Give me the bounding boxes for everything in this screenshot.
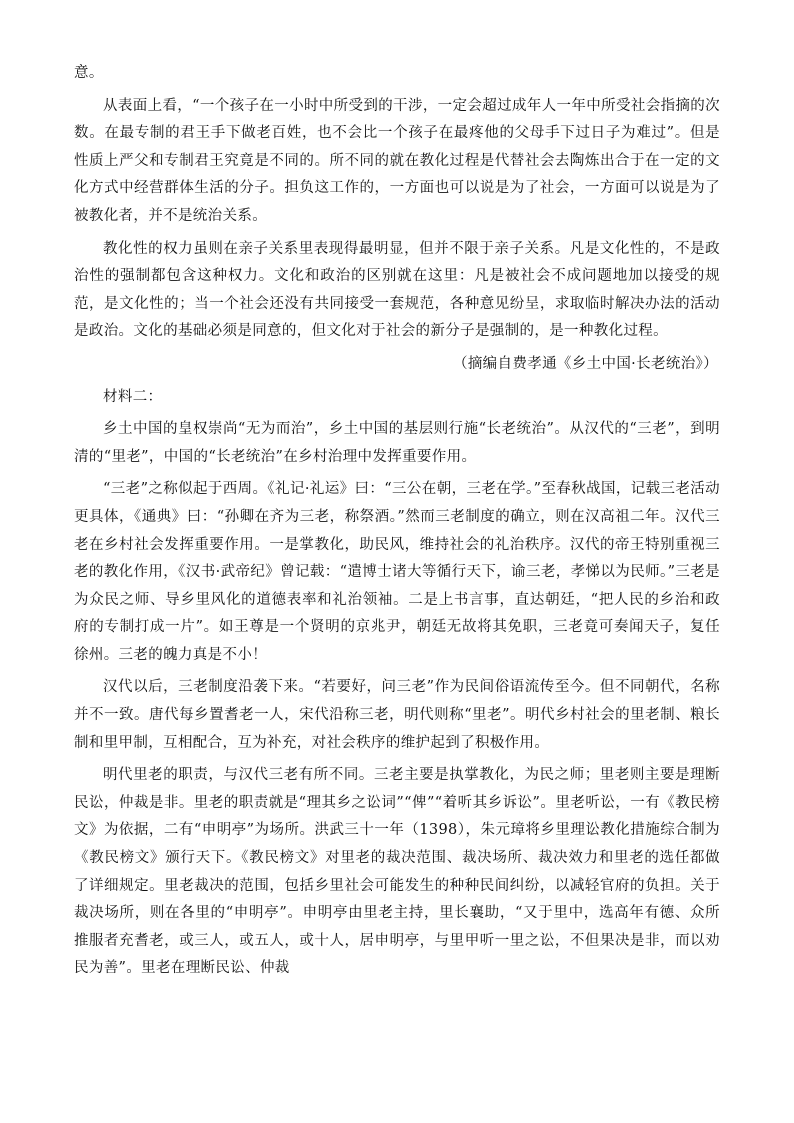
document-body: [74, 60, 720, 988]
paragraph-educational-power: 教化性的权力虽则在亲子关系里表现得最明显，但并不限于亲子关系。凡是文化性的，不是政治性的强制都包含这种权力。文化和政治的区别就在这里：凡是被社会不成问题地加以接受的规范，是文化性的；当一个社会还没有共同接受一套规范，各种意见纷呈，求取临时解决办法的活动是政治。文化的基础必须是同意的，但文化对于社会的新分子是强制的，是一种教化过程。: [74, 240, 720, 340]
paragraph-continuation: 意。: [74, 65, 104, 81]
paragraph-three-elders-origin: “三老”之称似起于西周。《礼记·礼运》曰：“三公在朝，三老在学。”至春秋战国，记载三老活动更具体，《通典》曰：“孙卿在齐为三老，称祭酒。”然而三老制度的确立，则在汉高祖二年。汉代三老在乡村社会发挥重要作用。一是掌教化，助民风，维持社会的礼治秩序。汉代的帝王特别重视三老的教化作用，《汉书·武帝纪》曾记载：“遣博士诸大等循行天下，谕三老，孝悌以为民师。”三老是为众民之师、导乡里风化的道德表率和礼治领袖。二是上书言事，直达朝廷，“把人民的乡治和政府的专制打成一片”。如王尊是一个贤明的京兆尹，朝廷无故将其免职，三老竟可奏闻天子，复任徐州。三老的魄力真是不小！: [74, 481, 720, 663]
source-citation: （摘编自费孝通《乡土中国·长老统治》）: [452, 355, 718, 372]
paragraph-after-han: 汉代以后，三老制度沿袭下来。“若要好，问三老”作为民间俗语流传至今。但不同朝代，名称并不一致。唐代每乡置耆老一人，宋代沿称三老，明代则称“里老”。明代乡村社会的里老制、粮长制和里甲制，互相配合，互为补充，对社会秩序的维护起到了积极作用。: [74, 679, 720, 751]
paragraph-surface-view: 从表面上看，“一个孩子在一小时中所受到的干涉，一定会超过成年人一年中所受社会指摘的次数。在最专制的君王手下做老百姓，也不会比一个孩子在最疼他的父母手下过日子为难过”。但是性质上严父和专制君王究竟是不同的。所不同的就在教化过程是代替社会去陶炼出合于在一定的文化方式中经营群体生活的分子。担负这工作的，一方面也可以说是为了社会，一方面可以说是为了被教化者，并不是统治关系。: [74, 97, 720, 224]
paragraph-ming-elders: 明代里老的职责，与汉代三老有所不同。三老主要是执掌教化，为民之师；里老则主要是理断民讼，仲裁是非。里老的职责就是“理其乡之讼词”“俾”“着听其乡诉讼”。里老听讼，一有《教民榜文》为依据，二有“申明亭”为场所。洪武三十一年（1398），朱元璋将乡里理讼教化措施综合制为《教民榜文》颁行天下。《教民榜文》对里老的裁决范围、裁决场所、裁决效力和里老的选任都做了详细规定。里老裁决的范围，包括乡里社会可能发生的种种民间纠纷，以减轻官府的负担。关于裁决场所，则在各里的“申明亭”。申明亭由里老主持，里长襄助，“又于里中，选高年有德、众所推服者充耆老，或三人，或五人，或十人，居申明亭，与里甲听一里之讼，不但果决是非，而以劝民为善”。里老在理断民讼、仲裁: [74, 767, 720, 977]
paragraph-elder-rule: 乡土中国的皇权崇尚“无为而治”，乡土中国的基层则行施“长老统治”。从汉代的“三老”，到明清的“里老”，中国的“长老统治”在乡村治理中发挥重要作用。: [74, 421, 720, 465]
material-two-heading: 材料二：: [103, 388, 163, 405]
